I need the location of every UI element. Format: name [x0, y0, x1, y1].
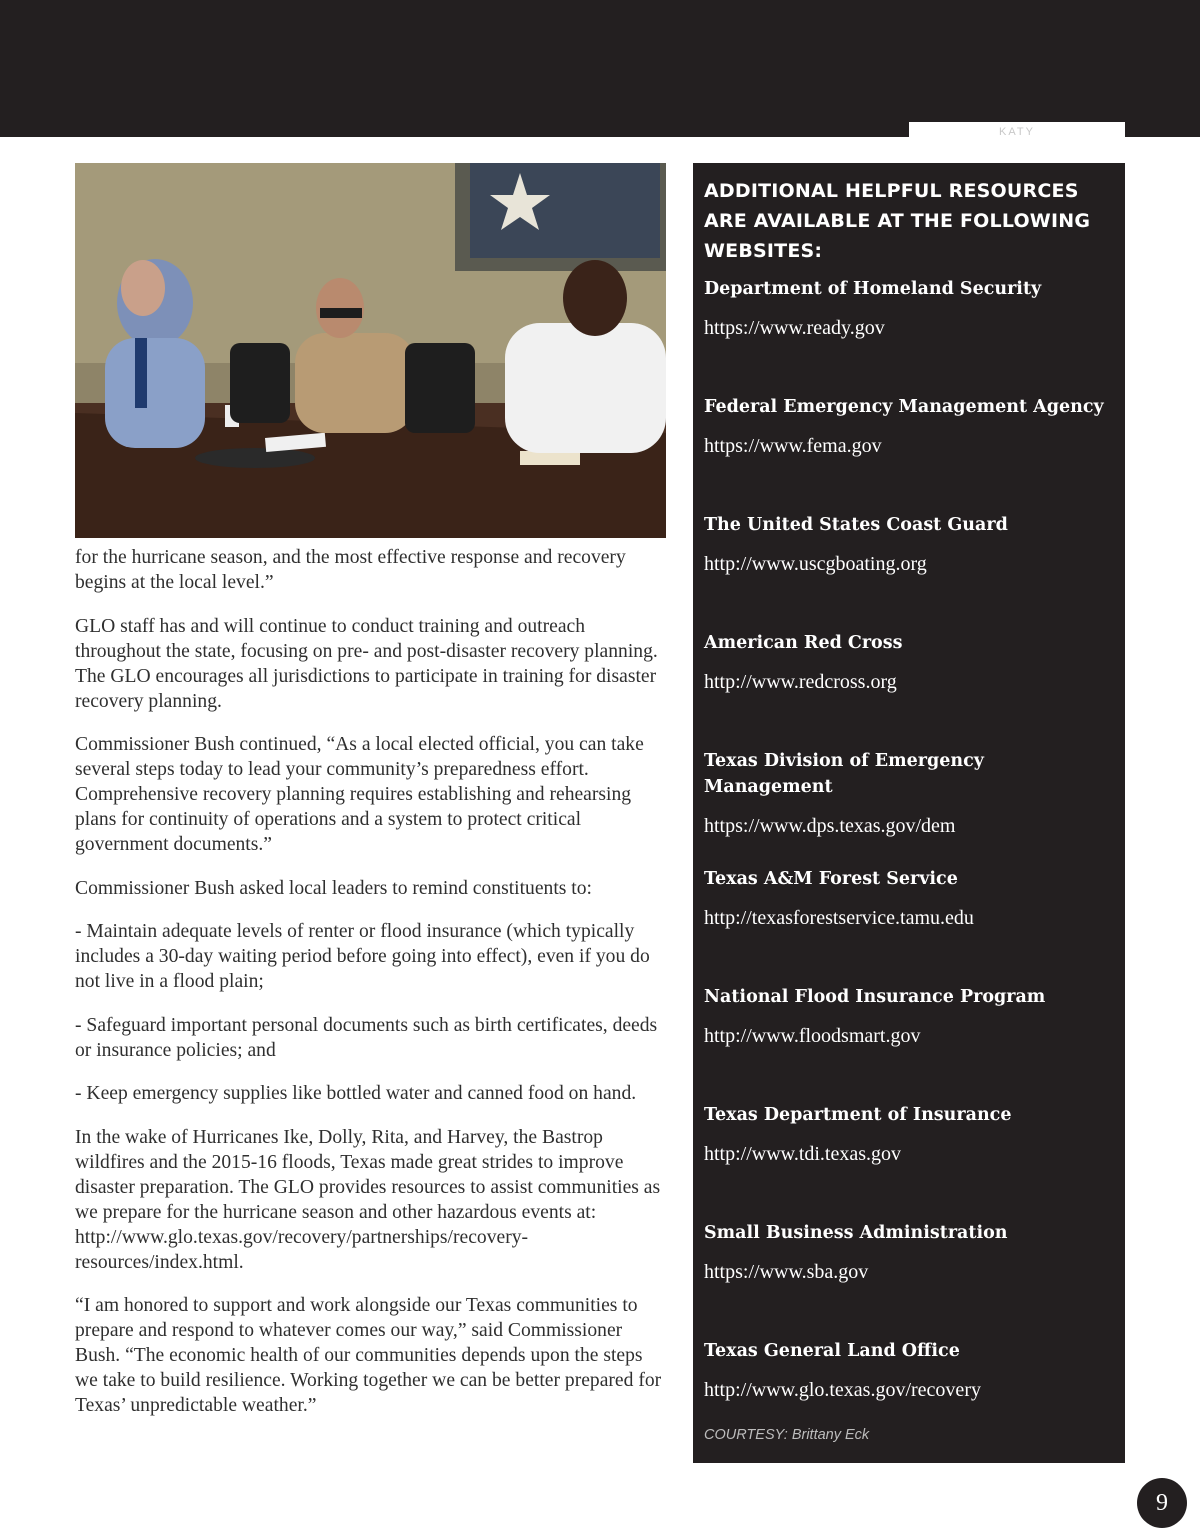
resource-name: Texas General Land Office [704, 1341, 960, 1361]
article-paragraph: In the wake of Hurricanes Ike, Dolly, Rita, and Harvey, the Bastrop wildfires and the 2015-16 floods, Texas made great strides to improve disaster preparation. The GLO provides resources to assist communities as we prepare for the hurricane season and other hazardous events at: http://www.glo.texas.gov/recovery/partnerships/recovery-resources/index.html. [75, 1126, 661, 1273]
resource-item [704, 866, 1115, 984]
photo-credit: COURTESY: Brittany Eck [704, 1427, 870, 1443]
resource-link[interactable]: http://texasforestservice.tamu.edu [704, 907, 974, 929]
header-band [0, 0, 1200, 137]
resource-link[interactable]: https://www.sba.gov [704, 1261, 869, 1283]
resource-name: Texas Department of Insurance [704, 1105, 1012, 1125]
article-paragraph: Commissioner Bush asked local leaders to remind constituents to: [75, 877, 592, 899]
page-number: 9 [1137, 1478, 1187, 1528]
meeting-photo [75, 163, 666, 538]
resource-name: The United States Coast Guard [704, 515, 1008, 535]
resource-item [704, 394, 1115, 512]
resource-name: Federal Emergency Management Agency [704, 397, 1104, 417]
resource-link[interactable]: http://www.redcross.org [704, 671, 897, 693]
resource-link[interactable]: http://www.glo.texas.gov/recovery [704, 1379, 981, 1401]
resource-name: American Red Cross [704, 633, 903, 653]
resource-link[interactable]: http://www.uscgboating.org [704, 553, 927, 575]
resource-link[interactable]: http://www.tdi.texas.gov [704, 1143, 902, 1165]
resource-link[interactable]: http://www.floodsmart.gov [704, 1025, 921, 1047]
resource-item [704, 748, 1115, 866]
resource-item [704, 512, 1115, 630]
sidebar-heading: ADDITIONAL HELPFUL RESOURCES ARE AVAILABLE AT THE FOLLOWING WEBSITES: [704, 180, 1091, 262]
resource-name: Small Business Administration [704, 1223, 1008, 1243]
resource-name: Department of Homeland Security [704, 279, 1042, 299]
article-paragraph: for the hurricane season, and the most effective response and recovery begins at the local level.” [75, 547, 626, 593]
resource-item [704, 984, 1115, 1102]
article-body [75, 545, 667, 1437]
resource-name: Texas Division of Emergency Management [704, 751, 984, 797]
resources-sidebar [693, 163, 1125, 1463]
resource-item [704, 1220, 1115, 1338]
resource-item [704, 1102, 1115, 1220]
resource-name: Texas A&M Forest Service [704, 869, 958, 889]
article-paragraph: - Safeguard important personal documents such as birth certificates, deeds or insurance policies; and [75, 1014, 658, 1061]
resource-item [704, 630, 1115, 748]
resource-name: National Flood Insurance Program [704, 987, 1046, 1007]
resource-item [704, 276, 1115, 394]
section-label: KATY [909, 122, 1125, 144]
resource-link[interactable]: https://www.ready.gov [704, 317, 885, 339]
article-paragraph: “I am honored to support and work alongside our Texas communities to prepare and respond to whatever comes our way,” said Commissioner Bush. “The economic health of our communities depends upon the steps we take to build resilience. Working together we can be better prepared for Texas’ unpredictable weather.” [75, 1295, 662, 1416]
resource-link[interactable]: https://www.fema.gov [704, 435, 882, 457]
article-paragraph: - Keep emergency supplies like bottled water and canned food on hand. [75, 1083, 637, 1104]
article-paragraph: - Maintain adequate levels of renter or flood insurance (which typically includes a 30-day waiting period before going into effect), even if you do not live in a flood plain; [75, 921, 650, 992]
resource-link[interactable]: https://www.dps.texas.gov/dem [704, 815, 956, 837]
article-paragraph: Commissioner Bush continued, “As a local elected official, you can take several steps today to lead your community’s preparedness effort. Comprehensive recovery planning requires establishing and rehearsing plans for continuity of operations and a system to protect critical government documents.” [75, 734, 644, 855]
article-paragraph: GLO staff has and will continue to conduct training and outreach throughout the state, focusing on pre- and post-disaster recovery planning. The GLO encourages all jurisdictions to participate in training for disaster recovery planning. [75, 615, 658, 712]
